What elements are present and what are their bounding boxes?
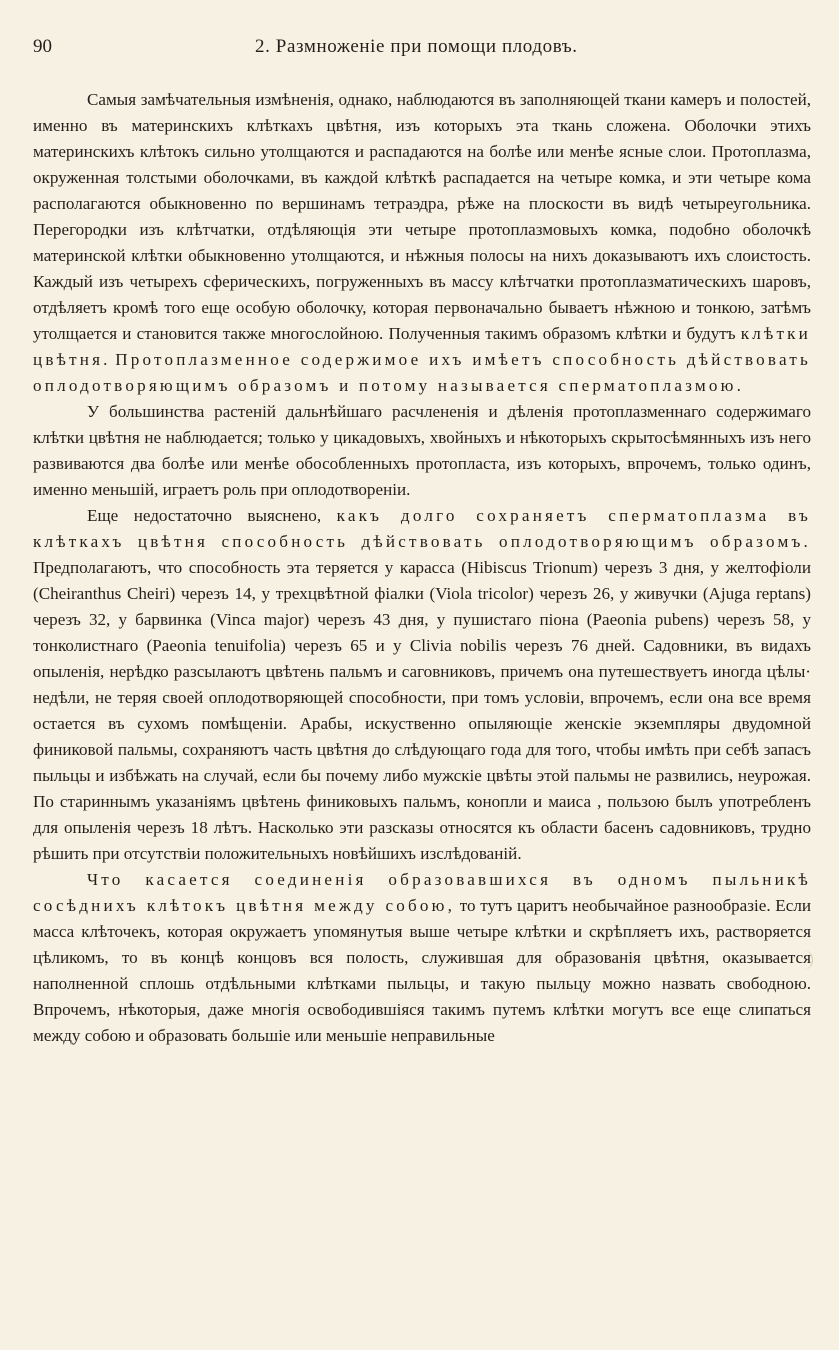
text-segment: Еще недостаточно выяснено,	[87, 506, 337, 525]
paragraph	[33, 503, 811, 867]
paragraph	[33, 87, 811, 399]
spaced-emphasis: Что касается соединенія образовавшихся въ одномъ пыльникѣ сосѣднихъ клѣтокъ цвѣтня между собою,	[33, 870, 811, 915]
spaced-emphasis: какъ долго сохраняетъ сперматоплазма въ клѣткахъ цвѣтня способность дѣйствовать оплодотворяющимъ образомъ.	[33, 506, 811, 551]
running-title: 2. Размноженіе при помощи плодовъ.	[255, 36, 578, 57]
text-segment: Предполагаютъ, что способность эта теряется у карасса (Hibiscus Trionum) черезъ 3 дня, у желтофіоли (Cheiranthus Cheiri) черезъ 14, у трехцвѣтной фіалки (Viola tricolor) черезъ 26, у живучки (Ajuga reptans) черезъ 32, у барвинка (Vinca major) черезъ 43 дня, у пушистаго піона (Paeonia pubens) черезъ 58, у тонколистнаго (Paeonia tenuifolia) черезъ 65 и у Clivia nobilis черезъ 76 дней. Садовники, въ видахъ опыленія, нерѣдко разсылаютъ цвѣтень пальмъ и саговниковъ, причемъ она путешествуетъ иногда цѣлы· недѣли, не теряя своей оплодотворяющей способности, при томъ условіи, впрочемъ, если она все время остается въ сухомъ помѣщеніи. Арабы, искуственно опыляющіе женскіе экземпляры двудомной финиковой пальмы, сохраняютъ часть цвѣтня до слѣдующаго года для того, чтобы имѣть при себѣ запасъ пыльцы и избѣжать на случай, если бы почему либо мужскіе цвѣты этой пальмы не развились, неурожая. По стариннымъ указаніямъ цвѣтень финиковыхъ пальмъ, конопли и маиса , пользою былъ употребленъ для опыленія черезъ 18 лѣтъ. Насколько эти разсказы относятся къ области басенъ садовниковъ, трудно рѣшить при отсутствіи положительныхъ новѣйшихъ изслѣдованій.	[33, 558, 811, 863]
text-segment: У большинства растеній дальнѣйшаго расчлененія и дѣленія протоплазменнаго содержимаго клѣтки цвѣтня не наблюдается; только у цикадовыхъ, хвойныхъ и нѣкоторыхъ скрытосѣмянныхъ изъ него развиваются два болѣе или менѣе обособленныхъ протопласта, изъ которыхъ, впрочемъ, только одинъ, именно меньшій, играетъ роль при оплодотвореніи.	[33, 402, 811, 499]
body-text	[33, 87, 811, 1049]
page-edge-mark	[800, 950, 813, 970]
paragraph	[33, 867, 811, 1049]
spaced-emphasis: клѣтки цвѣтня.	[33, 324, 811, 369]
text-segment: то тутъ царитъ необычайное разнообразіе. Если масса клѣточекъ, которая окружаетъ упомянутыя выше четыре клѣтки и скрѣпляетъ ихъ, растворяется цѣликомъ, то въ концѣ концовъ вся полость, служившая для образованія цвѣтня, оказывается наполненной сплошь отдѣльными клѣтками пыльцы, и такую пыльцу можно назвать свободною. Впрочемъ, нѣкоторыя, даже многія освободившіяся такимъ путемъ клѣтки могутъ все еще слипаться между собою и образовать большіе или меньшіе неправильные	[33, 896, 812, 1045]
page-header	[33, 36, 811, 64]
paragraph	[33, 399, 811, 503]
page-number: 90	[33, 36, 52, 57]
spaced-emphasis: Протоплазменное содержимое ихъ имѣетъ способность дѣйствовать оплодотворяющимъ образомъ и потому называется сперматоплазмою.	[33, 350, 811, 395]
text-segment: Самыя замѣчательныя измѣненія, однако, наблюдаются въ заполняющей ткани камеръ и полостей, именно въ материнскихъ клѣткахъ цвѣтня, изъ которыхъ эта ткань сложена. Оболочки этихъ материнскихъ клѣтокъ сильно утолщаются и распадаются на болѣе или менѣе ясные слои. Протоплазма, окруженная толстыми оболочками, въ каждой клѣткѣ распадается на четыре комка, и эти четыре кома располагаются обыкновенно по вершинамъ тетраэдра, рѣже на плоскости въ видѣ четыреугольника. Перегородки изъ клѣтчатки, отдѣляющія эти четыре протоплазмовыхъ комка, подобно оболочкѣ материнской клѣтки обыкновенно утолщаются, и нѣжныя полосы на нихъ доказываютъ ихъ слоистость. Каждый изъ четырехъ сферическихъ, погруженныхъ въ массу клѣтчатки протоплазматическихъ шаровъ, отдѣляетъ кромѣ того еще особую оболочку, которая первоначально бываетъ нѣжною и тонкою, затѣмъ утолщается и становится также многослойною. Полученныя такимъ образомъ клѣтки и будутъ	[33, 90, 811, 343]
